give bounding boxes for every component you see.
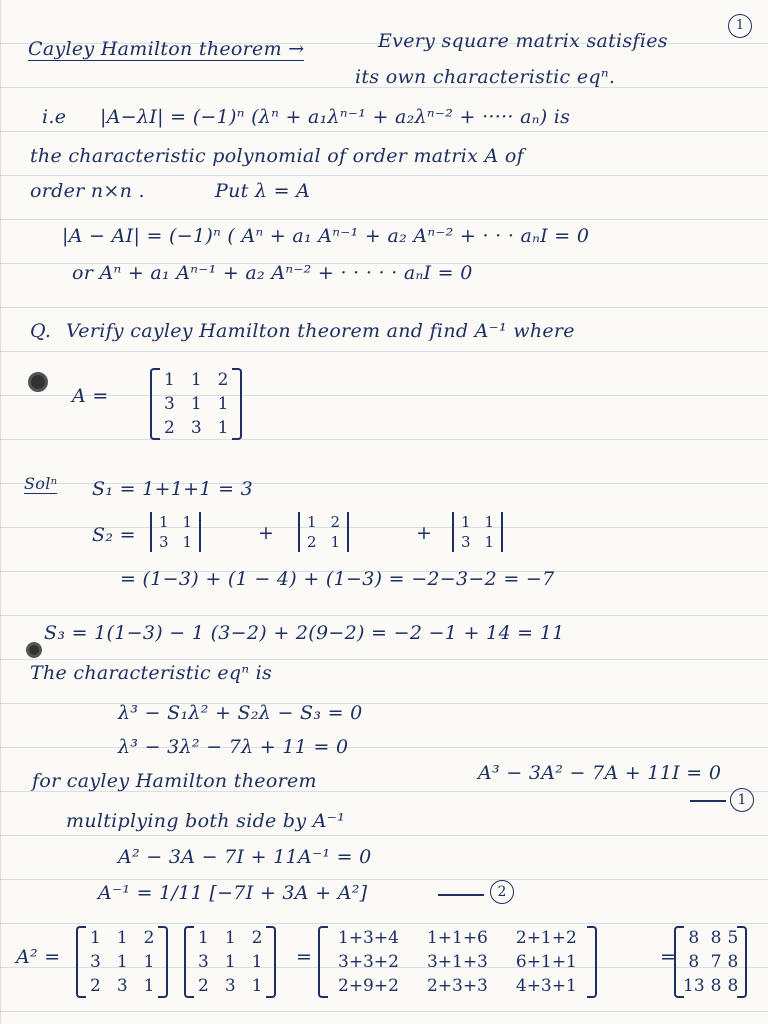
equation-tag-2: 2 — [490, 880, 514, 904]
a-squared-result-matrix: 8 8 5 8 7 8 13 8 8 — [680, 926, 741, 998]
s2-determinant-2: 1 2 2 1 — [298, 512, 349, 552]
matrix-a-factor-2: 1 1 2 3 1 1 2 3 1 — [190, 926, 270, 998]
equals-sign: = — [660, 946, 677, 968]
multiply-by-inverse-line: multiplying both side by A⁻¹ — [66, 810, 346, 832]
substituted-determinant: |A − AI| = (−1)ⁿ ( Aⁿ + a₁ Aⁿ⁻¹ + a₂ Aⁿ⁻² + · · · aₙI = 0 — [62, 225, 590, 247]
put-lambda-text: Put λ = A — [215, 180, 311, 202]
theorem-statement-line-2: its own characteristic eqⁿ. — [355, 66, 616, 88]
bullet-dot — [28, 372, 48, 392]
arrow-line — [690, 800, 726, 802]
cayley-hamilton-line: for cayley Hamilton theorem — [32, 770, 317, 792]
matrix-a-factor-1: 1 1 2 3 1 1 2 3 1 — [82, 926, 162, 998]
s2-determinant-1: 1 1 3 1 — [150, 512, 201, 552]
theorem-statement-line-1: Every square matrix satisfies — [378, 30, 668, 52]
plus-sign: + — [416, 522, 433, 544]
bullet-dot — [26, 642, 42, 658]
solution-label: Solⁿ — [24, 474, 58, 493]
matrix-polynomial-equation: or Aⁿ + a₁ Aⁿ⁻¹ + a₂ Aⁿ⁻² + · · · · · aₙI = 0 — [72, 262, 473, 284]
matrix-a-label: A = — [72, 385, 109, 407]
s1-line: S₁ = 1+1+1 = 3 — [92, 478, 254, 500]
s3-line: S₃ = 1(1−3) − 1 (3−2) + 2(9−2) = −2 −1 + 14 = 11 — [44, 622, 565, 644]
question-label: Q. — [30, 320, 52, 342]
inverse-formula: A⁻¹ = 1/11 [−7I + 3A + A²] — [98, 882, 368, 904]
s2-label: S₂ = — [92, 524, 136, 546]
cayley-hamilton-matrix-eq: A³ − 3A² − 7A + 11I = 0 — [478, 762, 722, 784]
arrow-line — [438, 894, 484, 896]
a-squared-sum-matrix: 1+3+4 1+1+6 2+1+2 3+3+2 3+1+3 6+1+1 2+9+2 2+3+3 4+3+1 — [324, 926, 591, 998]
plus-sign: + — [258, 522, 275, 544]
s2-determinant-3: 1 1 3 1 — [452, 512, 503, 552]
a-squared-label: A² = — [16, 946, 61, 968]
ie-label: i.e — [42, 106, 67, 128]
page-margin-line — [0, 0, 1, 1024]
order-text: order n×n . — [30, 180, 145, 202]
theorem-title: Cayley Hamilton theorem → — [28, 38, 305, 60]
question-text: Verify cayley Hamilton theorem and find A⁻¹ where — [66, 320, 575, 342]
equals-sign: = — [296, 946, 313, 968]
characteristic-polynomial-expression: |A−λI| = (−1)ⁿ (λⁿ + a₁λⁿ⁻¹ + a₂λⁿ⁻² + ····· aₙ) is — [100, 106, 571, 128]
after-multiplication-eq: A² − 3A − 7I + 11A⁻¹ = 0 — [118, 846, 372, 868]
characteristic-eq-general: λ³ − S₁λ² + S₂λ − S₃ = 0 — [118, 702, 363, 724]
page-number: 1 — [728, 14, 752, 38]
equation-tag-1: 1 — [730, 788, 754, 812]
s2-evaluation: = (1−3) + (1 − 4) + (1−3) = −2−3−2 = −7 — [120, 568, 555, 590]
intro-line-2: the characteristic polynomial of order matrix A of — [30, 145, 524, 167]
matrix-a: 1 1 2 3 1 1 2 3 1 — [156, 368, 236, 440]
characteristic-eq-label: The characteristic eqⁿ is — [30, 662, 273, 684]
characteristic-eq-numeric: λ³ − 3λ² − 7λ + 11 = 0 — [118, 736, 349, 758]
